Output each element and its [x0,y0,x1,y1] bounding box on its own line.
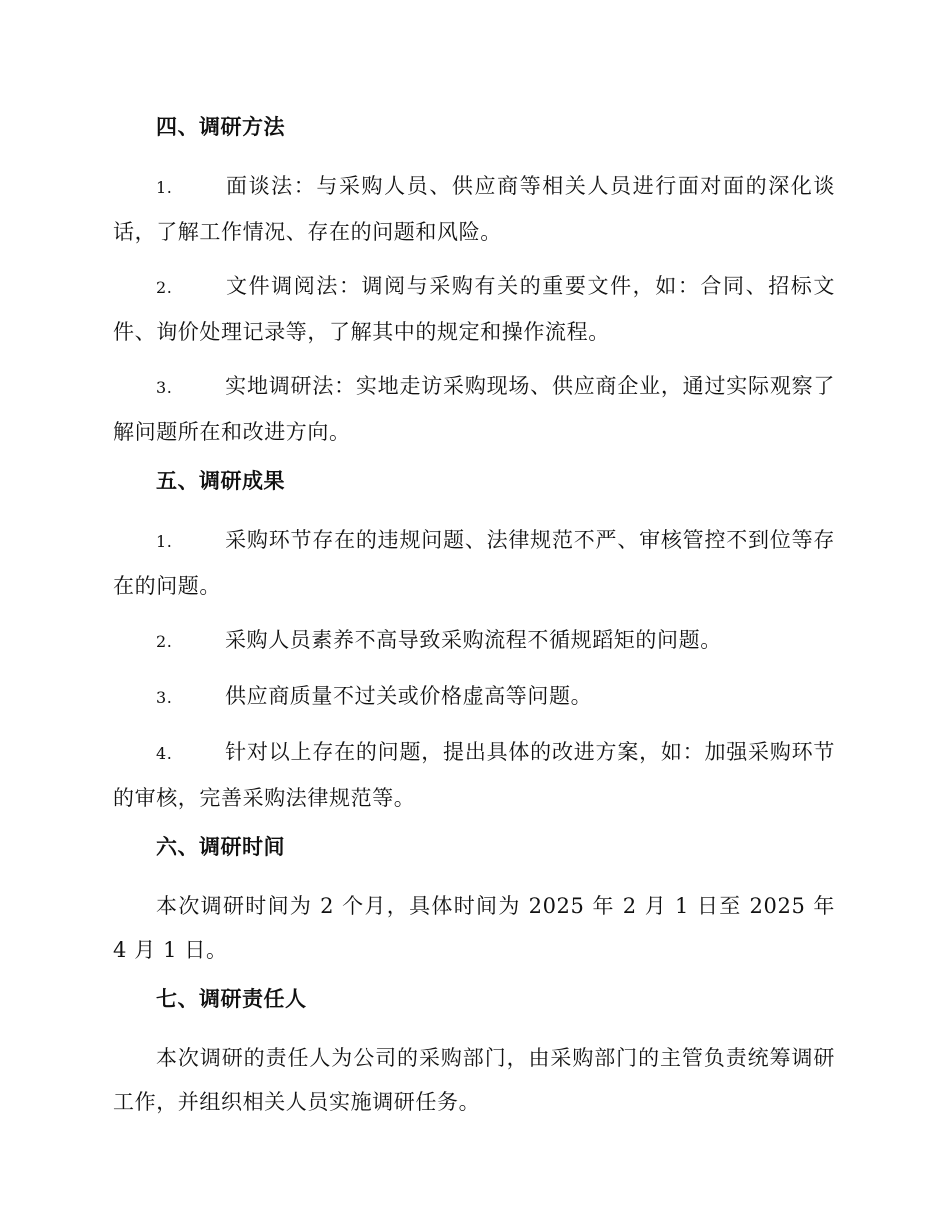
list-item-text: 面谈法：与采购人员、供应商等相关人员进行面对面的深化谈话，了解工作情况、存在的问题和风险。 [113,174,835,244]
list-item [113,264,835,354]
schedule-paragraph: 本次调研时间为 2 个月，具体时间为 2025 年 2 月 1 日至 2025 年 4 月 1 日。 [113,894,835,962]
list-item [113,618,835,664]
section-heading-responsible: 七、调研责任人 [156,986,307,1011]
list-item-text: 采购人员素养不高导致采购流程不循规蹈矩的问题。 [225,628,722,652]
list-item-text: 供应商质量不过关或价格虚高等问题。 [225,684,593,708]
list-item [113,518,835,608]
section-heading-schedule: 六、调研时间 [156,834,285,859]
list-item-number: 2. [156,278,173,297]
responsible-paragraph: 本次调研的责任人为公司的采购部门，由采购部门的主管负责统筹调研工作，并组织相关人员实施调研任务。 [113,1046,835,1114]
list-item-number: 2. [156,632,173,651]
list-item [113,364,835,454]
section-heading-methods: 四、调研方法 [156,114,285,139]
list-item-number: 4. [156,744,173,763]
document-body [113,110,835,1134]
list-item [113,730,835,820]
list-item-number: 3. [156,378,173,397]
list-item-text: 实地调研法：实地走访采购现场、供应商企业，通过实际观察了解问题所在和改进方向。 [113,374,835,444]
section-heading-results: 五、调研成果 [156,468,285,493]
list-item-text: 采购环节存在的违规问题、法律规范不严、审核管控不到位等存在的问题。 [113,528,835,598]
list-item [113,674,835,720]
list-item [113,164,835,254]
list-item-text: 针对以上存在的问题，提出具体的改进方案，如：加强采购环节的审核，完善采购法律规范等。 [113,740,835,810]
list-item-number: 1. [156,178,173,197]
list-item-number: 1. [156,532,173,551]
list-item-text: 文件调阅法：调阅与采购有关的重要文件，如：合同、招标文件、询价处理记录等，了解其中的规定和操作流程。 [113,274,835,344]
list-item-number: 3. [156,688,173,707]
